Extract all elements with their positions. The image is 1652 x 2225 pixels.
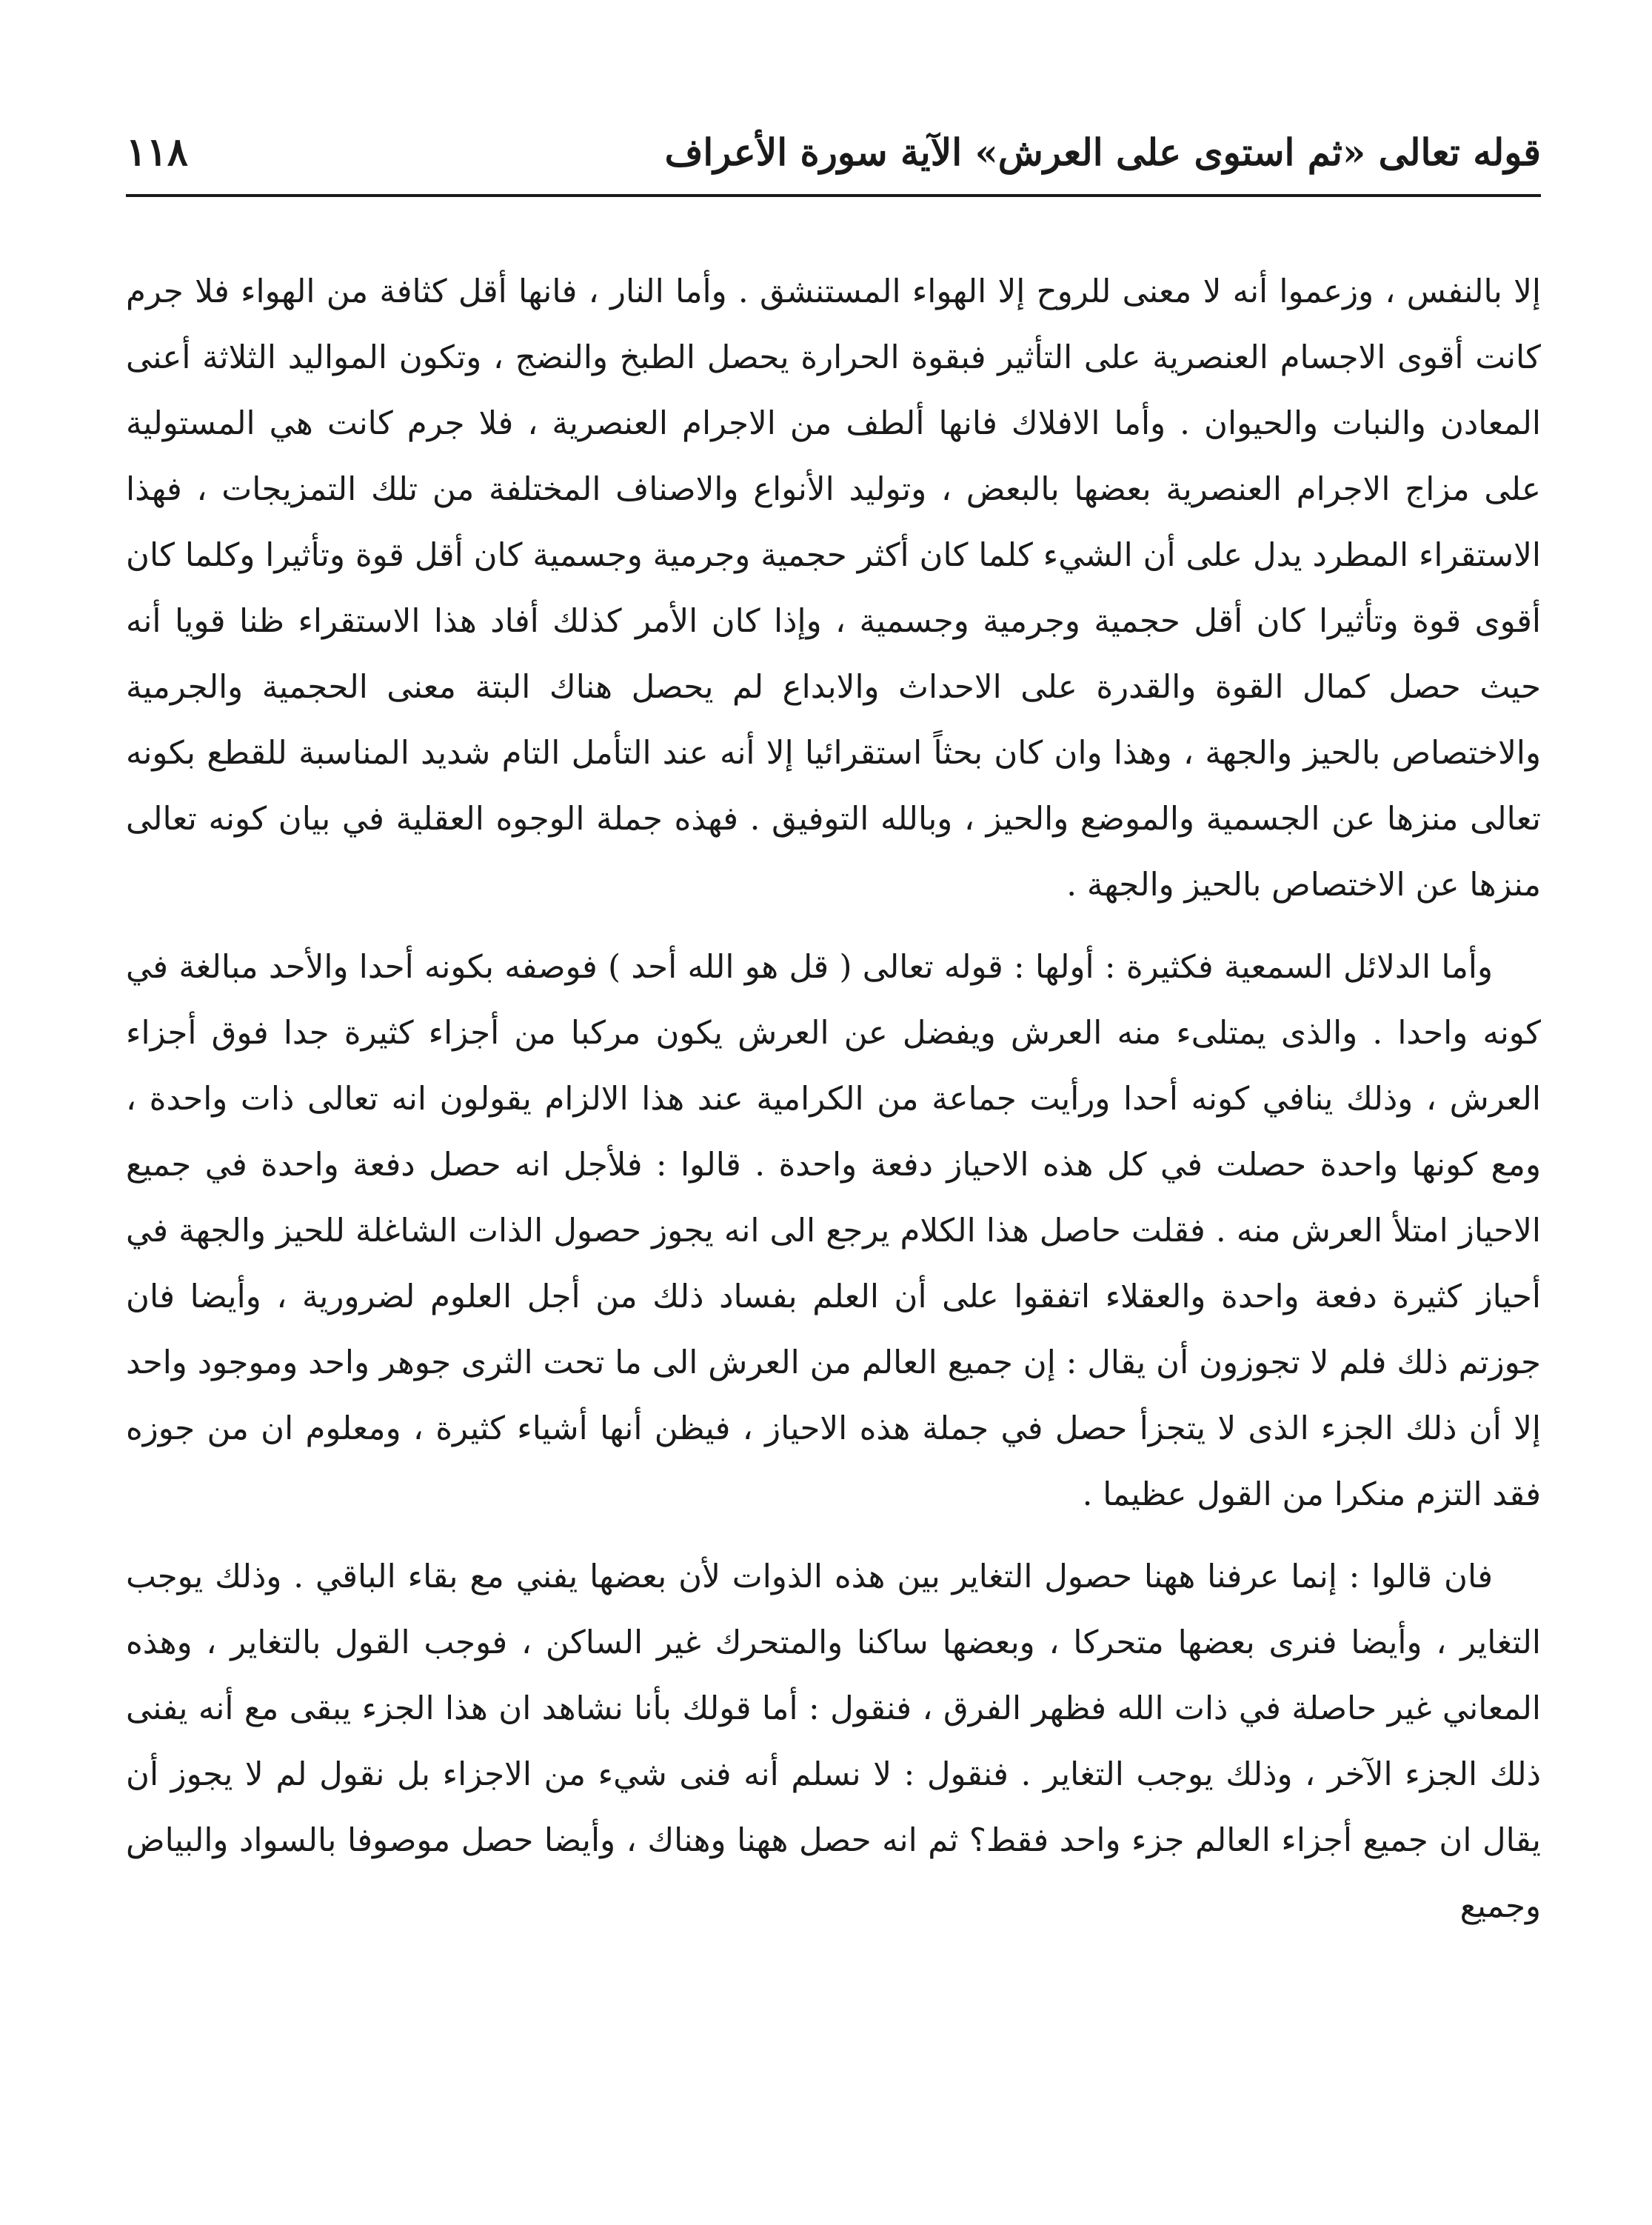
running-title: قوله تعالى «ثم استوى على العرش» الآية سورة الأعراف xyxy=(664,130,1541,174)
header-divider xyxy=(126,194,1541,197)
page-header xyxy=(126,111,1541,193)
paragraph-3: فان قالوا : إنما عرفنا ههنا حصول التغاير بين هذه الذوات لأن بعضها يفني مع بقاء الباقي . وذلك يوجب التغاير ، وأيضا فنرى بعضها متحركا ، وبعضها ساكنا والمتحرك غير الساكن ، فوجب القول بالتغاير ، وهذه المعاني غير حاصلة في ذات الله فظهر الفرق ، فنقول : أما قولك بأنا نشاهد ان هذا الجزء يبقى مع أنه يفنى ذلك الجزء الآخر ، وذلك يوجب التغاير . فنقول : لا نسلم أنه فنى شيء من الاجزاء بل نقول لم لا يجوز أن يقال ان جميع أجزاء العالم جزء واحد فقط؟ ثم انه حصل ههنا وهناك ، وأيضا حصل موصوفا بالسواد والبياض وجميع xyxy=(126,1558,1541,1925)
paragraph-1: إلا بالنفس ، وزعموا أنه لا معنى للروح إلا الهواء المستنشق . وأما النار ، فانها أقل كثافة من الهواء فلا جرم كانت أقوى الاجسام العنصرية على التأثير فبقوة الحرارة يحصل الطبخ والنضج ، وتكون المواليد الثلاثة أعنى المعادن والنبات والحيوان . وأما الافلاك فانها ألطف من الاجرام العنصرية ، فلا جرم كانت هي المستولية على مزاج الاجرام العنصرية بعضها بالبعض ، وتوليد الأنواع والاصناف المختلفة من تلك التمزيجات ، فهذا الاستقراء المطرد يدل على أن الشيء كلما كان أكثر حجمية وجرمية وجسمية كان أقل قوة وتأثيرا وكلما كان أقوى قوة وتأثيرا كان أقل حجمية وجرمية وجسمية ، وإذا كان الأمر كذلك أفاد هذا الاستقراء ظنا قويا أنه حيث حصل كمال القوة والقدرة على الاحداث والابداع لم يحصل هناك البتة معنى الحجمية والجرمية والاختصاص بالحيز والجهة ، وهذا وان كان بحثاً استقرائيا إلا أنه عند التأمل التام شديد المناسبة للقطع بكونه تعالى منزها عن الجسمية والموضع والحيز ، وبالله التوفيق . فهذه جملة الوجوه العقلية في بيان كونه تعالى منزها عن الاختصاص بالحيز والجهة . xyxy=(126,273,1541,904)
body-text xyxy=(126,259,1541,1956)
paragraph-2: وأما الدلائل السمعية فكثيرة : أولها : قوله تعالى ( قل هو الله أحد ) فوصفه بكونه أحدا والأحد مبالغة في كونه واحدا . والذى يمتلىء منه العرش ويفضل عن العرش يكون مركبا من أجزاء كثيرة جدا فوق أجزاء العرش ، وذلك ينافي كونه أحدا ورأيت جماعة من الكرامية عند هذا الالزام يقولون انه تعالى ذات واحدة ، ومع كونها واحدة حصلت في كل هذه الاحياز دفعة واحدة . قالوا : فلأجل انه حصل دفعة واحدة في جميع الاحياز امتلأ العرش منه . فقلت حاصل هذا الكلام يرجع الى انه يجوز حصول الذات الشاغلة للحيز والجهة في أحياز كثيرة دفعة واحدة والعقلاء اتفقوا على أن العلم بفساد ذلك من أجل العلوم لضرورية ، وأيضا فان جوزتم ذلك فلم لا تجوزون أن يقال : إن جميع العالم من العرش الى ما تحت الثرى جوهر واحد وموجود واحد إلا أن ذلك الجزء الذى لا يتجزأ حصل في جملة هذه الاحياز ، فيظن أنها أشياء كثيرة ، ومعلوم ان من جوزه فقد التزم منكرا من القول عظيما . xyxy=(126,949,1541,1513)
page-number: ١١٨ xyxy=(126,129,188,175)
